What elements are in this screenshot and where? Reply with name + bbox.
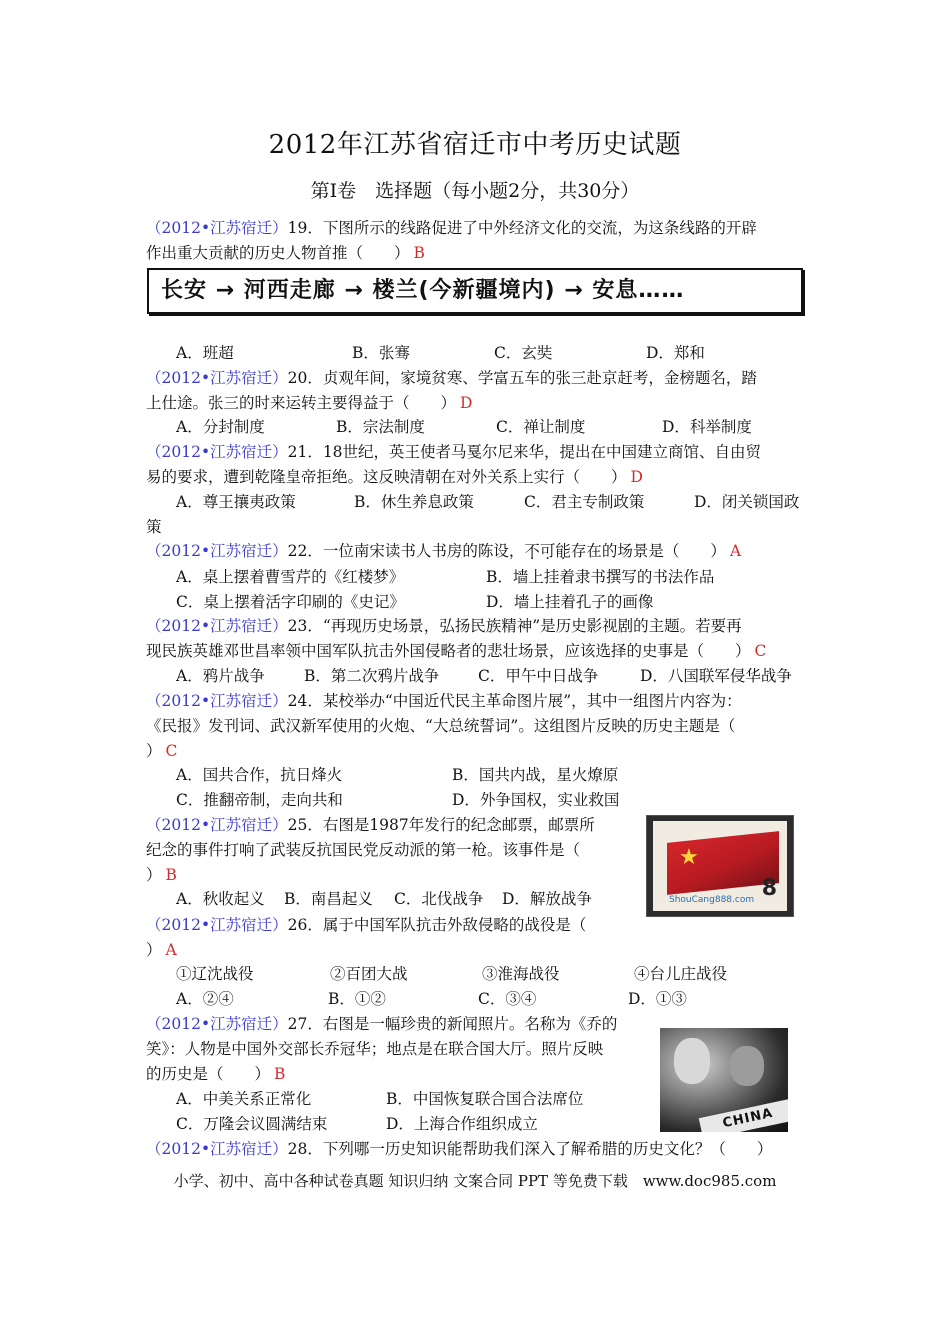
option-21-d: D．闭关锁国政 bbox=[694, 493, 800, 511]
commemorative-stamp-image bbox=[646, 815, 794, 917]
option-23-d: D．八国联军侵华战争 bbox=[640, 667, 792, 685]
option-27-b: B．中国恢复联合国合法席位 bbox=[386, 1090, 584, 1108]
china-nameplate: CHINA bbox=[699, 1098, 788, 1132]
question-20-line-2: 上仕途。张三的时来运转主要得益于（ ） D bbox=[146, 394, 473, 412]
question-20-line-1: （2012•江苏宿迁）20．贞观年间，家境贫寒、学富五车的张三赴京赶考，金榜题名，踏 bbox=[146, 369, 757, 387]
silk-road-route-box: 长安 → 河西走廊 → 楼兰(今新疆境内) → 安息…… bbox=[147, 268, 803, 314]
option-26-b: B．①② bbox=[328, 990, 386, 1008]
option-19-a: A．班超 bbox=[176, 344, 234, 362]
emphasis-char: 不 bbox=[524, 542, 540, 560]
option-19-b: B．张骞 bbox=[352, 344, 410, 362]
option-23-a: A．鸦片战争 bbox=[176, 667, 265, 685]
answer-21: D bbox=[630, 468, 643, 486]
option-20-a: A．分封制度 bbox=[176, 418, 265, 436]
item-26-3: ③淮海战役 bbox=[482, 965, 560, 983]
question-23 bbox=[146, 614, 806, 664]
question-21 bbox=[146, 440, 806, 490]
option-24-d: D．外争国权，实业救国 bbox=[452, 791, 620, 809]
option-23-c: C．甲午中日战争 bbox=[478, 667, 599, 685]
answer-22: A bbox=[729, 542, 742, 560]
option-24-c: C．推翻帝制，走向共和 bbox=[176, 791, 343, 809]
answer-26: A bbox=[165, 941, 177, 959]
question-27-line-1: （2012•江苏宿迁）27．右图是一幅珍贵的新闻照片。名称为《乔的 bbox=[146, 1015, 618, 1033]
option-21-a: A．尊王攘夷政策 bbox=[176, 493, 296, 511]
question-25-line-1: （2012•江苏宿迁）25．右图是1987年发行的纪念邮票，邮票所 bbox=[146, 816, 595, 834]
item-26-1: ①辽沈战役 bbox=[176, 965, 254, 983]
question-source: （2012•江苏宿迁） bbox=[146, 816, 288, 834]
question-source: （2012•江苏宿迁） bbox=[146, 542, 288, 560]
question-source: （2012•江苏宿迁） bbox=[146, 369, 288, 387]
answer-20: D bbox=[460, 394, 473, 412]
option-22-a: A．桌上摆着曹雪芹的《红楼梦》 bbox=[176, 568, 405, 586]
option-22-b: B．墙上挂着隶书撰写的书法作品 bbox=[486, 568, 715, 586]
option-27-a: A．中美关系正常化 bbox=[176, 1090, 312, 1108]
option-20-b: B．宗法制度 bbox=[336, 418, 425, 436]
question-20 bbox=[146, 366, 806, 416]
item-26-4: ④台儿庄战役 bbox=[634, 965, 728, 983]
section-subtitle: 第Ⅰ卷 选择题（每小题2分，共30分） bbox=[310, 180, 640, 202]
question-22 bbox=[146, 539, 806, 564]
question-24-line-3: ） C bbox=[146, 742, 178, 760]
question-27 bbox=[146, 1012, 656, 1087]
question-22-line-1: （2012•江苏宿迁）22．一位南宋读书人书房的陈设，不可能存在的场景是（ ） A bbox=[146, 542, 742, 560]
option-25-b: B．南昌起义 bbox=[284, 890, 373, 908]
question-source: （2012•江苏宿迁） bbox=[146, 916, 288, 934]
option-26-a: A．②④ bbox=[176, 990, 234, 1008]
question-source: （2012•江苏宿迁） bbox=[146, 443, 288, 461]
option-23-b: B．第二次鸦片战争 bbox=[304, 667, 440, 685]
star-icon: ★ bbox=[679, 845, 699, 870]
question-24-line-2: 《民报》发刊词、武汉新军使用的火炮、“大总统誓词”。这组图片反映的历史主题是（ bbox=[146, 717, 736, 735]
option-24-b: B．国共内战，星火燎原 bbox=[452, 766, 619, 784]
news-photo-image bbox=[660, 1028, 788, 1132]
question-28-line-1: （2012•江苏宿迁）28．下列哪一历史知识能帮助我们深入了解希腊的历史文化？（ ） bbox=[146, 1140, 773, 1158]
answer-23: C bbox=[754, 642, 767, 660]
option-25-c: C．北伐战争 bbox=[394, 890, 484, 908]
option-26-d: D．①③ bbox=[628, 990, 687, 1008]
option-21-c: C．君主专制政策 bbox=[524, 493, 645, 511]
answer-24: C bbox=[165, 742, 178, 760]
question-19-line-1: （2012•江苏宿迁）19．下图所示的线路促进了中外经济文化的交流，为这条线路的开辟 bbox=[146, 219, 757, 237]
question-21-line-2: 易的要求，遭到乾隆皇帝拒绝。这反映清朝在对外关系上实行（ ） D bbox=[146, 468, 643, 486]
page-title: 2012年江苏省宿迁市中考历史试题 bbox=[268, 130, 682, 160]
option-26-c: C．③④ bbox=[478, 990, 537, 1008]
page-footer: 小学、初中、高中各种试卷真题 知识归纳 文案合同 PPT 等免费下载 www.doc985.com bbox=[173, 1172, 777, 1190]
question-26-line-2: ） A bbox=[146, 941, 177, 959]
question-source: （2012•江苏宿迁） bbox=[146, 1140, 288, 1158]
question-25 bbox=[146, 813, 636, 888]
emphasis-char: 可 bbox=[539, 542, 556, 560]
question-source: （2012•江苏宿迁） bbox=[146, 1015, 288, 1033]
option-27-c: C．万隆会议圆满结束 bbox=[176, 1115, 328, 1133]
question-23-line-1: （2012•江苏宿迁）23．“再现历史场景，弘扬民族精神”是历史影视剧的主题。若要再 bbox=[146, 617, 742, 635]
emphasis-char: 能 bbox=[555, 542, 571, 560]
option-25-d: D．解放战争 bbox=[502, 890, 592, 908]
option-21-b: B．休生养息政策 bbox=[354, 493, 474, 511]
answer-27: B bbox=[274, 1065, 286, 1083]
person-figure bbox=[674, 1038, 710, 1084]
question-28 bbox=[146, 1137, 806, 1162]
option-20-d: D．科举制度 bbox=[662, 418, 752, 436]
question-27-line-3: 的历史是（ ） B bbox=[146, 1065, 286, 1083]
option-24-a: A．国共合作，抗日烽火 bbox=[176, 766, 343, 784]
question-25-line-2: 纪念的事件打响了武装反抗国民党反动派的第一枪。该事件是（ bbox=[146, 841, 581, 859]
option-19-c: C．玄奘 bbox=[494, 344, 553, 362]
question-26 bbox=[146, 913, 636, 963]
option-27-d: D．上海合作组织成立 bbox=[386, 1115, 538, 1133]
question-24 bbox=[146, 689, 806, 764]
option-22-d: D．墙上挂着孔子的画像 bbox=[486, 593, 654, 611]
question-26-line-1: （2012•江苏宿迁）26．属于中国军队抗击外敌侵略的战役是（ bbox=[146, 916, 587, 934]
option-22-c: C．桌上摆着活字印刷的《史记》 bbox=[176, 593, 405, 611]
item-26-2: ②百团大战 bbox=[330, 965, 408, 983]
question-21-line-1: （2012•江苏宿迁）21．18世纪，英王使者马戛尔尼来华，提出在中国建立商馆、自由贸 bbox=[146, 443, 762, 461]
question-27-line-2: 笑》：人物是中国外交部长乔冠华；地点是在联合国大厅。照片反映 bbox=[146, 1040, 604, 1058]
question-25-line-3: ） B bbox=[146, 866, 177, 884]
question-source: （2012•江苏宿迁） bbox=[146, 617, 288, 635]
stamp-watermark: ShouCang888.com bbox=[669, 895, 755, 905]
answer-19: B bbox=[413, 244, 425, 262]
answer-25: B bbox=[165, 866, 177, 884]
question-source: （2012•江苏宿迁） bbox=[146, 692, 288, 710]
person-figure bbox=[730, 1046, 764, 1086]
option-20-c: C．禅让制度 bbox=[496, 418, 586, 436]
option-25-a: A．秋收起义 bbox=[176, 890, 265, 908]
option-21-wrap: 策 bbox=[146, 518, 162, 536]
option-19-d: D．郑和 bbox=[646, 344, 705, 362]
question-19-line-2: 作出重大贡献的历史人物首推（ ） B bbox=[146, 244, 425, 262]
question-source: （2012•江苏宿迁） bbox=[146, 219, 288, 237]
question-23-line-2: 现民族英雄邓世昌率领中国军队抗击外国侵略者的悲壮场景，应该选择的史事是（ ） C bbox=[146, 642, 767, 660]
question-24-line-1: （2012•江苏宿迁）24．某校举办“中国近代民主革命图片展”，其中一组图片内容为： bbox=[146, 692, 742, 710]
stamp-value: 8 bbox=[761, 876, 777, 901]
question-19 bbox=[146, 216, 806, 266]
